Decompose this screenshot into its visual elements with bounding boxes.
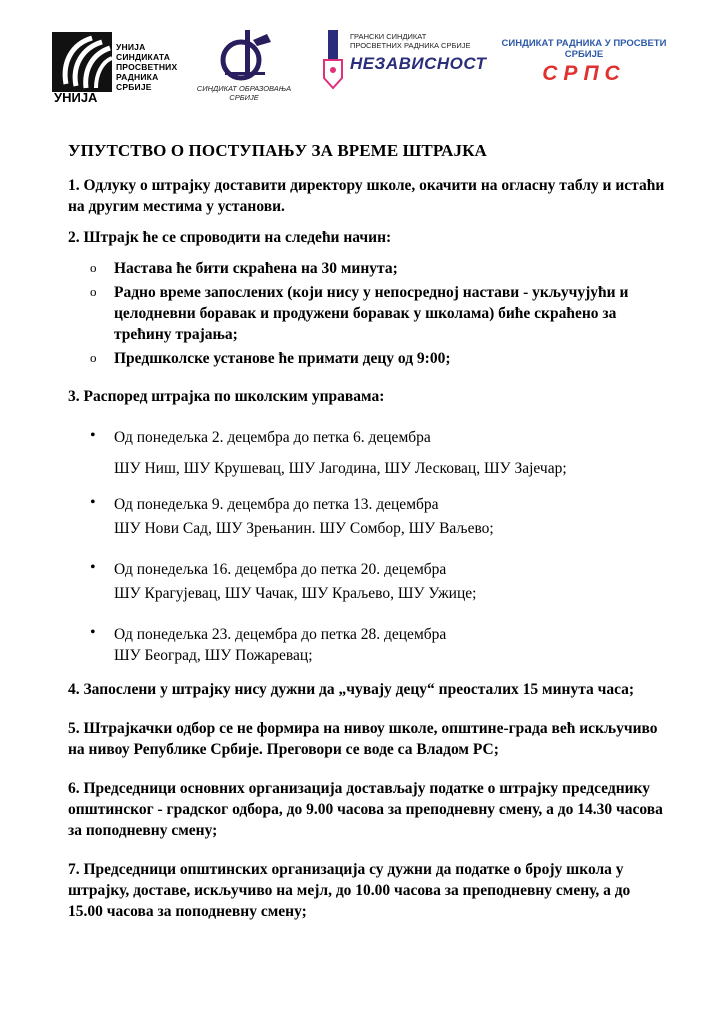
list-item: o Настава ће бити скраћена на 30 минута;: [68, 258, 668, 279]
unija-emblem-icon: [52, 32, 112, 92]
schedule-dates: • Од понедељка 9. децембра до петка 13. децембра: [114, 496, 439, 513]
sos-emblem-icon: [215, 30, 273, 82]
document-title: УПУТСТВО О ПОСТУПАЊУ ЗА ВРЕМЕ ШТРАЈКА: [68, 141, 487, 160]
paragraph-6: 6. Председници основних организација достављају податке о штрајку председнику општинског - градског одбора, до 9.00 часова за преподневну смену, а до 14.30 часова за поподневну смену;: [68, 780, 663, 839]
schedule-cities: ШУ Ниш, ШУ Крушевац, ШУ Јагодина, ШУ Лесковац, ШУ Зајечар;: [114, 460, 567, 477]
header-logos: [0, 0, 723, 120]
unija-text: УНИЈА СИНДИКАТА ПРОСВЕТНИХ РАДНИКА СРБИЈЕ: [116, 42, 178, 92]
schedule-dates: • Од понедељка 2. децембра до петка 6. децембра: [114, 429, 431, 446]
schedule-cities: ШУ Београд, ШУ Пожаревац;: [114, 647, 313, 664]
srps-logo: [484, 38, 684, 88]
list-item: o Предшколске установе ће примати децу од 9:00;: [68, 348, 668, 369]
schedule-item: [68, 427, 668, 479]
nezavisnost-logo: [322, 30, 487, 100]
schedule-item: [68, 559, 668, 604]
srps-name: СРПС: [542, 62, 626, 85]
pen-emblem-icon: [322, 30, 344, 90]
schedule-list: [68, 427, 668, 666]
nezavisnost-subtitle: ГРАНСКИ СИНДИКАТ ПРОСВЕТНИХ РАДНИКА СРБИЈЕ: [350, 32, 471, 50]
paragraph-4: 4. Запослени у штрајку нису дужни да „чувају децу“ преосталих 15 минута часа;: [68, 681, 635, 698]
strike-method-list: [68, 258, 668, 369]
list-item: o Радно време запослених (који нису у непосредној настави - укључујући и целодневни боравак и продужени боравак у школама) биће скраћено за трећину трајања;: [68, 282, 668, 345]
document-body: [68, 141, 668, 922]
srps-subtitle: СИНДИКАТ РАДНИКА У ПРОСВЕТИ СРБИЈЕ: [501, 38, 667, 60]
paragraph-1: 1. Одлуку о штрајку доставити директору школе, окачити на огласну таблу и истаћи на другим местима у установи.: [68, 177, 665, 215]
schedule-item: [68, 494, 668, 539]
unija-logo: [52, 32, 180, 106]
schedule-cities: ШУ Нови Сад, ШУ Зрењанин. ШУ Сомбор, ШУ Ваљево;: [114, 520, 494, 537]
schedule-dates: • Од понедељка 23. децембра до петка 28. децембра: [114, 626, 447, 643]
schedule-cities: ШУ Крагујевац, ШУ Чачак, ШУ Краљево, ШУ Ужице;: [114, 585, 477, 602]
nezavisnost-name: НЕЗАВИСНОСТ: [350, 54, 487, 73]
sos-text: СИНДИКАТ ОБРАЗОВАЊА СРБИЈЕ: [196, 84, 292, 102]
paragraph-2: 2. Штрајк ће се спроводити на следећи начин:: [68, 229, 392, 246]
schedule-dates: • Од понедељка 16. децембра до петка 20. децембра: [114, 561, 447, 578]
unija-name: УНИЈА: [54, 90, 98, 105]
sos-logo: [196, 30, 292, 110]
paragraph-7: 7. Председници општинских организација су дужни да податке о броју школа у штрајку, доставе, искључиво на мејл, до 10.00 часова за преподневну смену, а до 15.00 часова за поподневну смену;: [68, 861, 631, 920]
schedule-item: [68, 624, 668, 666]
paragraph-5: 5. Штрајкачки одбор се не формира на нивоу школе, општине-града већ искључиво на нивоу Републике Србије. Преговори се воде са Владом РС;: [68, 720, 658, 758]
paragraph-3: 3. Распоред штрајка по школским управама:: [68, 388, 385, 405]
